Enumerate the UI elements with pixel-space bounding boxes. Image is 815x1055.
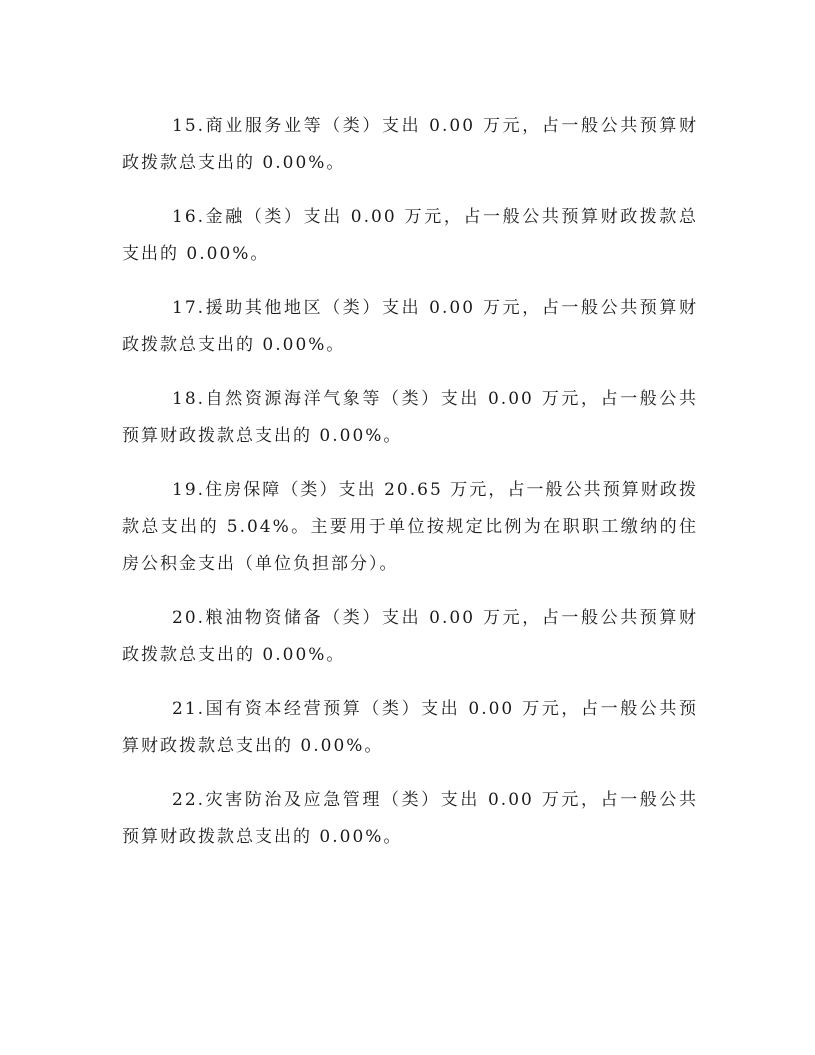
paragraph-item-21: 21.国有资本经营预算（类）支出 0.00 万元，占一般公共预算财政拨款总支出的 0.00%。 <box>122 699 698 756</box>
paragraph-item-20: 20.粮油物资储备（类）支出 0.00 万元，占一般公共预算财政拨款总支出的 0.00%。 <box>122 608 698 665</box>
paragraph-item-15: 15.商业服务业等（类）支出 0.00 万元，占一般公共预算财政拨款总支出的 0.00%。 <box>122 116 698 173</box>
document-body <box>122 108 698 873</box>
paragraph-item-19: 19.住房保障（类）支出 20.65 万元，占一般公共预算财政拨款总支出的 5.04%。主要用于单位按规定比例为在职职工缴纳的住房公积金支出（单位负担部分）。 <box>122 480 698 574</box>
paragraph-item-16: 16.金融（类）支出 0.00 万元，占一般公共预算财政拨款总支出的 0.00%。 <box>122 207 698 264</box>
paragraph-item-18: 18.自然资源海洋气象等（类）支出 0.00 万元，占一般公共预算财政拨款总支出的 0.00%。 <box>122 389 698 446</box>
paragraph-item-22: 22.灾害防治及应急管理（类）支出 0.00 万元，占一般公共预算财政拨款总支出的 0.00%。 <box>122 790 698 847</box>
paragraph-item-17: 17.援助其他地区（类）支出 0.00 万元，占一般公共预算财政拨款总支出的 0.00%。 <box>122 298 698 355</box>
